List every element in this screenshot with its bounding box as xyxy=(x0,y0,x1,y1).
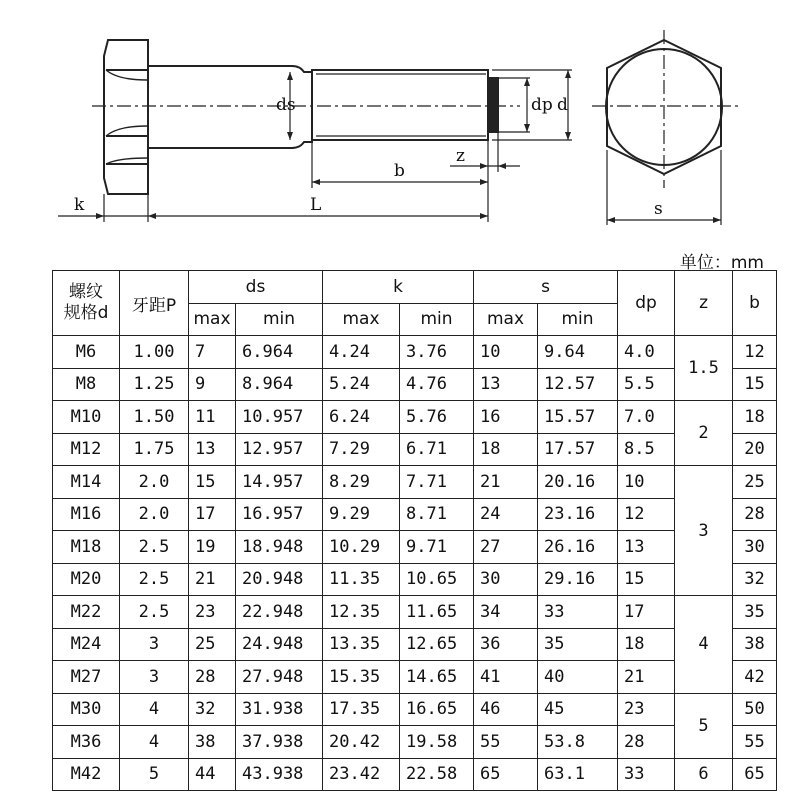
header-s: s xyxy=(474,271,618,304)
header-thread-spec-line2: 规格d xyxy=(63,303,109,323)
cell-s-min: 29.16 xyxy=(538,563,618,596)
cell-s-min: 45 xyxy=(538,693,618,726)
cell-dp: 4.0 xyxy=(618,336,675,369)
header-s-max: max xyxy=(474,303,538,336)
cell-dp: 23 xyxy=(618,693,675,726)
cell-s-min: 33 xyxy=(538,596,618,629)
cell-k-min: 6.71 xyxy=(400,433,474,466)
cell-s-max: 55 xyxy=(474,726,538,759)
cell-ds-min: 27.948 xyxy=(236,661,323,694)
cell-s-max: 41 xyxy=(474,661,538,694)
label-d: d xyxy=(557,95,568,115)
cell-k-max: 5.24 xyxy=(323,368,400,401)
cell-ds-min: 37.938 xyxy=(236,726,323,759)
label-s: s xyxy=(654,199,663,219)
cell-s-max: 10 xyxy=(474,336,538,369)
cell-dp: 5.5 xyxy=(618,368,675,401)
header-k-min: min xyxy=(400,303,474,336)
cell-b: 15 xyxy=(733,368,777,401)
bolt-thread xyxy=(312,70,488,140)
cell-s-max: 18 xyxy=(474,433,538,466)
cell-ds-max: 25 xyxy=(189,628,236,661)
cell-z: 2 xyxy=(675,401,733,466)
cell-ds-max: 17 xyxy=(189,498,236,531)
cell-p: 2.0 xyxy=(120,498,189,531)
cell-d: M18 xyxy=(53,531,120,564)
cell-ds-max: 38 xyxy=(189,726,236,759)
cell-b: 12 xyxy=(733,336,777,369)
cell-d: M24 xyxy=(53,628,120,661)
cell-d: M12 xyxy=(53,433,120,466)
cell-p: 3 xyxy=(120,661,189,694)
cell-d: M22 xyxy=(53,596,120,629)
cell-s-max: 36 xyxy=(474,628,538,661)
table-row xyxy=(53,401,777,434)
cell-s-max: 13 xyxy=(474,368,538,401)
cell-s-min: 63.1 xyxy=(538,758,618,791)
cell-b: 55 xyxy=(733,726,777,759)
cell-ds-min: 6.964 xyxy=(236,336,323,369)
cell-b: 38 xyxy=(733,628,777,661)
bolt-point xyxy=(488,78,498,132)
cell-b: 32 xyxy=(733,563,777,596)
header-z: z xyxy=(675,271,733,336)
header-ds-min: min xyxy=(236,303,323,336)
cell-p: 2.5 xyxy=(120,563,189,596)
cell-k-max: 15.35 xyxy=(323,661,400,694)
cell-ds-min: 8.964 xyxy=(236,368,323,401)
cell-s-max: 24 xyxy=(474,498,538,531)
cell-s-min: 15.57 xyxy=(538,401,618,434)
cell-k-max: 11.35 xyxy=(323,563,400,596)
cell-b: 65 xyxy=(733,758,777,791)
cell-b: 42 xyxy=(733,661,777,694)
cell-dp: 13 xyxy=(618,531,675,564)
cell-z: 1.5 xyxy=(675,336,733,401)
label-k: k xyxy=(74,195,85,215)
cell-k-min: 4.76 xyxy=(400,368,474,401)
cell-k-max: 23.42 xyxy=(323,758,400,791)
cell-ds-max: 9 xyxy=(189,368,236,401)
cell-dp: 17 xyxy=(618,596,675,629)
cell-s-min: 35 xyxy=(538,628,618,661)
cell-dp: 33 xyxy=(618,758,675,791)
cell-k-max: 7.29 xyxy=(323,433,400,466)
table-body xyxy=(53,336,777,791)
cell-b: 25 xyxy=(733,466,777,499)
cell-dp: 10 xyxy=(618,466,675,499)
cell-ds-min: 20.948 xyxy=(236,563,323,596)
bolt-spec-table xyxy=(52,270,777,791)
cell-ds-max: 11 xyxy=(189,401,236,434)
cell-ds-max: 19 xyxy=(189,531,236,564)
cell-z: 4 xyxy=(675,596,733,694)
label-dp: dp xyxy=(531,95,553,115)
cell-k-min: 5.76 xyxy=(400,401,474,434)
cell-ds-min: 22.948 xyxy=(236,596,323,629)
bolt-head-side xyxy=(104,40,148,194)
cell-k-min: 19.58 xyxy=(400,726,474,759)
cell-k-max: 10.29 xyxy=(323,531,400,564)
cell-z: 3 xyxy=(675,466,733,596)
table-row xyxy=(53,563,777,596)
cell-k-max: 20.42 xyxy=(323,726,400,759)
cell-ds-max: 44 xyxy=(189,758,236,791)
unit-label: 单位：mm xyxy=(679,253,764,273)
cell-p: 2.5 xyxy=(120,531,189,564)
cell-b: 28 xyxy=(733,498,777,531)
cell-d: M36 xyxy=(53,726,120,759)
table-row xyxy=(53,368,777,401)
table-row xyxy=(53,531,777,564)
cell-s-max: 34 xyxy=(474,596,538,629)
cell-ds-max: 7 xyxy=(189,336,236,369)
cell-s-min: 53.8 xyxy=(538,726,618,759)
cell-dp: 7.0 xyxy=(618,401,675,434)
cell-dp: 28 xyxy=(618,726,675,759)
table-row xyxy=(53,433,777,466)
cell-ds-min: 14.957 xyxy=(236,466,323,499)
cell-p: 1.50 xyxy=(120,401,189,434)
cell-s-min: 9.64 xyxy=(538,336,618,369)
label-ds: ds xyxy=(276,95,296,115)
cell-k-min: 11.65 xyxy=(400,596,474,629)
cell-d: M8 xyxy=(53,368,120,401)
cell-k-max: 8.29 xyxy=(323,466,400,499)
cell-s-max: 46 xyxy=(474,693,538,726)
label-L: L xyxy=(310,195,322,215)
cell-ds-min: 24.948 xyxy=(236,628,323,661)
header-pitch: 牙距P xyxy=(120,271,189,336)
table-row xyxy=(53,596,777,629)
header-b: b xyxy=(733,271,777,336)
cell-dp: 18 xyxy=(618,628,675,661)
cell-p: 1.25 xyxy=(120,368,189,401)
cell-d: M30 xyxy=(53,693,120,726)
cell-dp: 8.5 xyxy=(618,433,675,466)
cell-k-min: 12.65 xyxy=(400,628,474,661)
cell-k-min: 14.65 xyxy=(400,661,474,694)
cell-d: M6 xyxy=(53,336,120,369)
cell-p: 1.75 xyxy=(120,433,189,466)
cell-s-max: 27 xyxy=(474,531,538,564)
label-b: b xyxy=(394,161,405,181)
cell-ds-max: 28 xyxy=(189,661,236,694)
cell-d: M10 xyxy=(53,401,120,434)
table-header-row xyxy=(53,271,777,304)
table-row xyxy=(53,693,777,726)
cell-p: 2.5 xyxy=(120,596,189,629)
header-k-max: max xyxy=(323,303,400,336)
table-row xyxy=(53,336,777,369)
cell-k-max: 6.24 xyxy=(323,401,400,434)
cell-s-min: 23.16 xyxy=(538,498,618,531)
table-row xyxy=(53,498,777,531)
cell-dp: 15 xyxy=(618,563,675,596)
cell-d: M42 xyxy=(53,758,120,791)
cell-s-max: 21 xyxy=(474,466,538,499)
cell-p: 5 xyxy=(120,758,189,791)
cell-p: 4 xyxy=(120,693,189,726)
cell-p: 4 xyxy=(120,726,189,759)
cell-p: 2.0 xyxy=(120,466,189,499)
header-ds: ds xyxy=(189,271,323,304)
cell-ds-min: 31.938 xyxy=(236,693,323,726)
header-thread-spec-line1: 螺纹 xyxy=(69,282,103,302)
header-dp: dp xyxy=(618,271,675,336)
cell-s-min: 40 xyxy=(538,661,618,694)
table-row xyxy=(53,661,777,694)
header-thread-spec xyxy=(53,271,120,336)
cell-ds-max: 21 xyxy=(189,563,236,596)
cell-s-max: 30 xyxy=(474,563,538,596)
table-row xyxy=(53,466,777,499)
cell-s-min: 17.57 xyxy=(538,433,618,466)
cell-ds-max: 32 xyxy=(189,693,236,726)
header-ds-max: max xyxy=(189,303,236,336)
cell-k-min: 8.71 xyxy=(400,498,474,531)
cell-k-min: 3.76 xyxy=(400,336,474,369)
cell-s-min: 26.16 xyxy=(538,531,618,564)
cell-dp: 21 xyxy=(618,661,675,694)
cell-d: M27 xyxy=(53,661,120,694)
cell-b: 18 xyxy=(733,401,777,434)
cell-p: 1.00 xyxy=(120,336,189,369)
cell-ds-max: 23 xyxy=(189,596,236,629)
cell-b: 35 xyxy=(733,596,777,629)
cell-b: 30 xyxy=(733,531,777,564)
cell-dp: 12 xyxy=(618,498,675,531)
cell-z: 6 xyxy=(675,758,733,791)
cell-k-min: 16.65 xyxy=(400,693,474,726)
cell-ds-min: 43.938 xyxy=(236,758,323,791)
cell-k-min: 7.71 xyxy=(400,466,474,499)
header-k: k xyxy=(323,271,474,304)
cell-k-max: 4.24 xyxy=(323,336,400,369)
cell-ds-min: 16.957 xyxy=(236,498,323,531)
cell-z: 5 xyxy=(675,693,733,758)
cell-d: M20 xyxy=(53,563,120,596)
cell-d: M16 xyxy=(53,498,120,531)
cell-b: 50 xyxy=(733,693,777,726)
cell-p: 3 xyxy=(120,628,189,661)
cell-k-max: 9.29 xyxy=(323,498,400,531)
bolt-drawing xyxy=(0,0,800,250)
cell-ds-max: 15 xyxy=(189,466,236,499)
cell-s-min: 20.16 xyxy=(538,466,618,499)
cell-ds-max: 13 xyxy=(189,433,236,466)
table-row xyxy=(53,628,777,661)
cell-ds-min: 18.948 xyxy=(236,531,323,564)
table-row xyxy=(53,758,777,791)
cell-k-max: 17.35 xyxy=(323,693,400,726)
cell-k-min: 10.65 xyxy=(400,563,474,596)
label-z: z xyxy=(456,146,465,166)
cell-s-min: 12.57 xyxy=(538,368,618,401)
cell-k-max: 12.35 xyxy=(323,596,400,629)
cell-s-max: 65 xyxy=(474,758,538,791)
cell-ds-min: 12.957 xyxy=(236,433,323,466)
cell-ds-min: 10.957 xyxy=(236,401,323,434)
cell-k-max: 13.35 xyxy=(323,628,400,661)
cell-d: M14 xyxy=(53,466,120,499)
table-row xyxy=(53,726,777,759)
header-s-min: min xyxy=(538,303,618,336)
cell-b: 20 xyxy=(733,433,777,466)
cell-k-min: 9.71 xyxy=(400,531,474,564)
cell-s-max: 16 xyxy=(474,401,538,434)
cell-k-min: 22.58 xyxy=(400,758,474,791)
